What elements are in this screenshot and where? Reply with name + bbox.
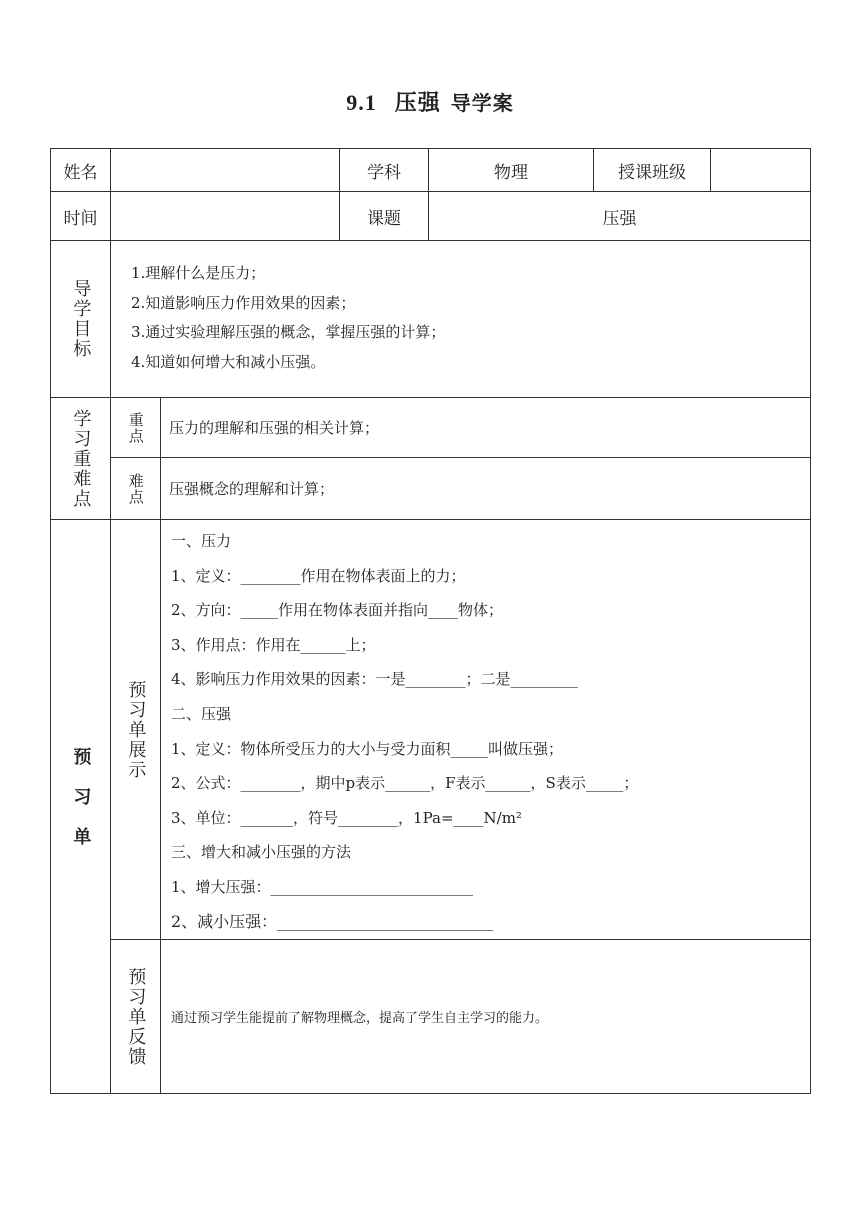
study-guide-table: [50, 148, 811, 1094]
preview-label-cell: [51, 520, 111, 1094]
title-suffix: 导学案: [450, 91, 514, 115]
preview-content: [161, 520, 811, 940]
focus-label: 重点: [126, 411, 145, 444]
preview-line: 一、压力: [171, 532, 232, 550]
goal-item: 2.知道影响压力作用效果的因素；: [131, 293, 356, 312]
preview-line: 2、公式：________，期中p表示______，F表示______，S表示_____；: [171, 774, 639, 793]
name-label: 姓名: [51, 149, 111, 192]
preview-display-row: [51, 520, 811, 940]
preview-line: 1、增大压强：___________________________: [171, 877, 474, 896]
focus-row: [51, 398, 811, 458]
feedback-label-cell: [111, 940, 161, 1094]
class-field[interactable]: [711, 149, 811, 192]
subject-value: 物理: [429, 149, 594, 192]
goal-item: 3.通过实验理解压强的概念，掌握压强的计算；: [131, 323, 446, 341]
difficulty-text: 压强概念的理解和计算；: [161, 458, 811, 520]
time-label: 时间: [51, 192, 111, 241]
lesson-label: 课题: [340, 192, 429, 241]
goals-label-cell: [51, 241, 111, 398]
feedback-row: [51, 940, 811, 1094]
subject-label: 学科: [340, 149, 429, 192]
difficulty-row: [51, 458, 811, 520]
goals-row: [51, 241, 811, 398]
page-title: [0, 86, 860, 117]
difficulty-label: 难点: [126, 472, 145, 505]
lesson-value: 压强: [429, 192, 811, 241]
goal-item: 1.理解什么是压力；: [131, 264, 266, 282]
goal-item: 4.知道如何增大和减小压强。: [131, 352, 326, 371]
difficulty-label-cell: [111, 458, 161, 520]
preview-line: 二、压强: [171, 704, 232, 723]
keypoints-label: 学习重难点: [70, 408, 92, 509]
goals-list: [111, 241, 811, 398]
goals-label: 导学目标: [70, 279, 92, 359]
preview-line: 3、作用点：作用在______上；: [171, 635, 376, 654]
preview-line: 4、影响压力作用效果的因素：一是________；二是_________: [171, 670, 579, 689]
preview-line: 2、减小压强：___________________________: [171, 911, 494, 931]
time-field[interactable]: [111, 192, 340, 241]
preview-line: 3、单位：_______，符号________，1Pa=____N/m²: [171, 808, 522, 827]
class-label: 授课班级: [594, 149, 711, 192]
display-label-cell: [111, 520, 161, 940]
preview-line: 1、定义：________作用在物体表面上的力；: [171, 566, 466, 585]
header-row-2: [51, 192, 811, 241]
keypoints-label-cell: [51, 398, 111, 520]
feedback-label: 预习单反馈: [125, 966, 147, 1067]
preview-line: 三、增大和减小压强的方法: [171, 843, 352, 862]
section-number: 9.1: [346, 90, 377, 115]
preview-line: 2、方向：_____作用在物体表面并指向____物体；: [171, 601, 504, 620]
preview-line: 1、定义：物体所受压力的大小与受力面积_____叫做压强；: [171, 739, 564, 758]
title-topic: 压强: [394, 90, 441, 116]
feedback-text: 通过预习学生能提前了解物理概念，提高了学生自主学习的能力。: [161, 940, 811, 1094]
name-field[interactable]: [111, 149, 340, 192]
header-row-1: [51, 149, 811, 192]
preview-label: 预习单: [70, 746, 92, 867]
focus-text: 压力的理解和压强的相关计算；: [161, 398, 811, 458]
display-label: 预习单展示: [125, 679, 147, 780]
focus-label-cell: [111, 398, 161, 458]
